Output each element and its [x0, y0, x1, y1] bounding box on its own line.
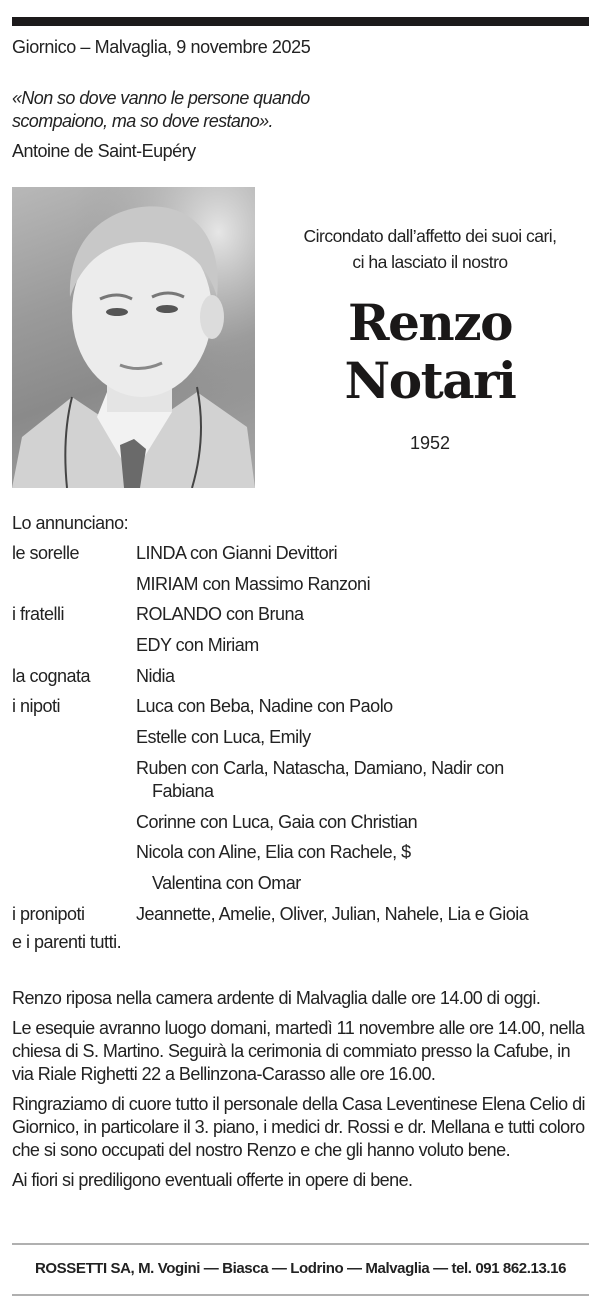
family-relation: i pronipoti — [12, 903, 85, 924]
family-names: Ruben con Carla, Natascha, Damiano, Nadir con — [136, 757, 504, 778]
family-relation: le sorelle — [12, 543, 80, 563]
family-names: EDY con Miriam — [136, 635, 259, 656]
family-row — [12, 695, 592, 718]
details-paragraph: Ringraziamo di cuore tutto il personale della Casa Leventinese Elena Celio di Giornico, in particolare il 3. piano, i medici dr. Rossi e dr. Mellana e tutti coloro che si sono occupati del nostro Renzo e che gli hanno voluto bene. — [12, 1094, 586, 1160]
deceased-last-name: Notari — [344, 351, 516, 410]
footer-rule-bottom — [12, 1294, 589, 1296]
family-names: Corinne con Luca, Gaia con Christian — [136, 811, 418, 832]
family-relation — [12, 841, 136, 864]
family-names-wrapped — [136, 757, 592, 803]
intro-line-1: Circondato dall’affetto dei suoi cari, — [303, 226, 557, 246]
funeral-details — [12, 987, 592, 1199]
family-names: MIRIAM con Massimo Ranzoni — [136, 573, 371, 594]
family-relation — [12, 726, 136, 749]
family-names-wrapped — [136, 872, 592, 895]
deceased-name — [265, 294, 595, 410]
family-row — [12, 872, 592, 895]
portrait-photo — [12, 187, 255, 488]
details-paragraph: Renzo riposa nella camera ardente di Malvaglia dalle ore 14.00 di oggi. — [12, 988, 541, 1008]
family-row — [12, 542, 592, 565]
family-row — [12, 811, 592, 834]
family-row — [12, 665, 592, 688]
place-date: Giornico – Malvaglia, 9 novembre 2025 — [12, 37, 311, 57]
family-heading: Lo annunciano: — [12, 513, 129, 533]
family-names: ROLANDO con Bruna — [136, 604, 304, 625]
announcement-intro — [265, 223, 595, 275]
family-relation — [12, 757, 136, 803]
family-names-continued: Valentina con Omar — [152, 872, 301, 893]
family-row — [12, 903, 592, 926]
details-paragraph: Ai fiori si prediligono eventuali offerte in opere di bene. — [12, 1170, 413, 1190]
family-names: Nidia — [136, 665, 175, 686]
family-relation — [12, 573, 136, 596]
family-list — [12, 542, 592, 933]
family-names: Jeannette, Amelie, Oliver, Julian, Nahele, Lia e Gioia — [136, 903, 529, 924]
quote-author: Antoine de Saint-Eupéry — [12, 141, 196, 161]
family-row — [12, 634, 592, 657]
family-closing: e i parenti tutti. — [12, 932, 122, 952]
funeral-home-credit: ROSSETTI SA, M. Vogini — Biasca — Lodrino — Malvaglia — tel. 091 862.13.16 — [34, 1260, 567, 1277]
family-names: Luca con Beba, Nadine con Paolo — [136, 696, 393, 717]
family-names: LINDA con Gianni Devittori — [136, 543, 338, 563]
family-names-continued: Fabiana — [152, 780, 214, 801]
birth-year: 1952 — [409, 433, 451, 453]
family-row — [12, 841, 592, 864]
footer-rule-top — [12, 1243, 589, 1245]
family-relation: i fratelli — [12, 604, 65, 625]
family-row — [12, 603, 592, 626]
family-row — [12, 573, 592, 596]
family-relation — [12, 634, 136, 657]
quote-line-1: «Non so dove vanno le persone quando — [12, 88, 310, 108]
quote-line-2: scompaiono, ma so dove restano». — [12, 111, 273, 131]
deceased-first-name: Renzo — [348, 293, 512, 352]
family-relation — [12, 811, 136, 834]
quote — [12, 87, 412, 133]
family-names: Estelle con Luca, Emily — [136, 727, 311, 748]
family-row — [12, 757, 592, 803]
details-paragraph: Le esequie avranno luogo domani, martedì 11 novembre alle ore 14.00, nella chiesa di S. Martino. Seguirà la cerimonia di commiato presso la Cafube, in via Riale Righetti 22 a Bellinzona-Carasso alle ore 16.00. — [12, 1018, 585, 1084]
intro-line-2: ci ha lasciato il nostro — [352, 252, 508, 272]
portrait-silhouette-icon — [12, 187, 255, 488]
top-rule — [12, 17, 589, 26]
family-relation: i nipoti — [12, 696, 61, 717]
family-relation — [12, 872, 136, 895]
family-row — [12, 726, 592, 749]
family-names: Nicola con Aline, Elia con Rachele, $ — [136, 842, 411, 863]
family-relation: la cognata — [12, 665, 91, 686]
